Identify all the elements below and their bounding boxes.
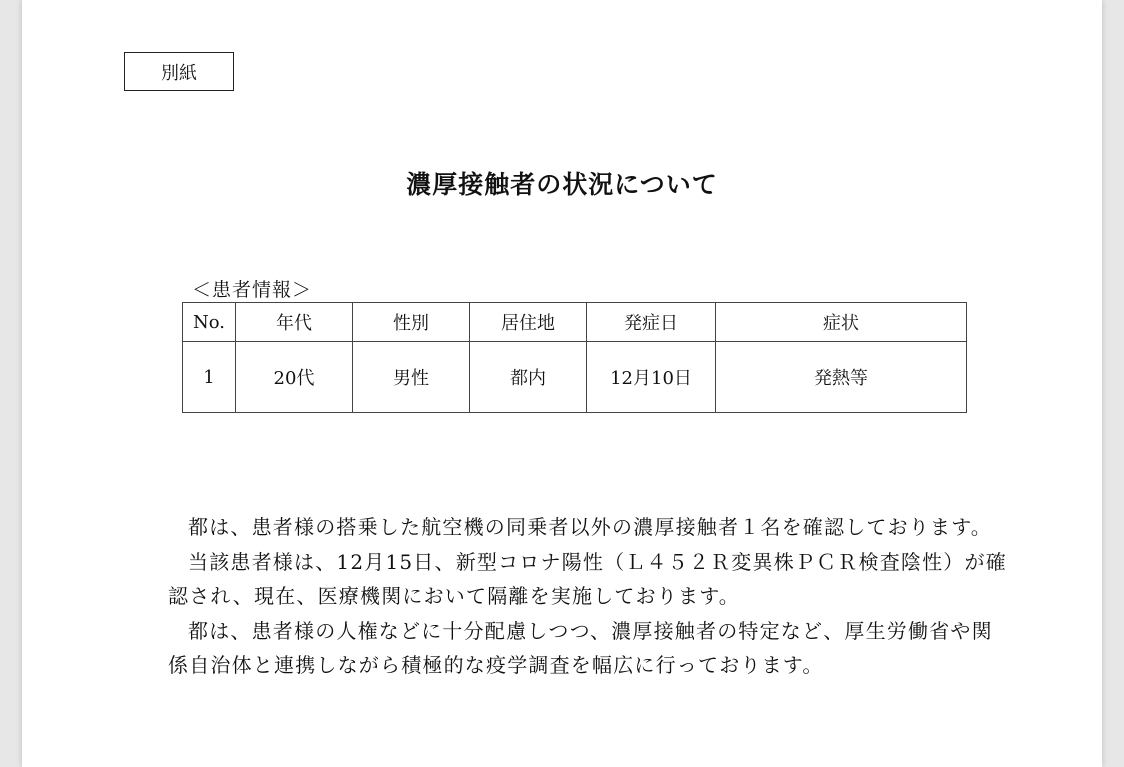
document-title: 濃厚接触者の状況について — [406, 170, 718, 199]
paragraph-investigation: 都は、患者様の人権などに十分配慮しつつ、濃厚接触者の特定など、厚生労働省や関係自治体と連携しながら積極的な疫学調査を幅広に行っております。 — [168, 618, 993, 677]
cell-sex: 男性 — [353, 342, 470, 413]
header-symptoms: 症状 — [716, 303, 967, 342]
header-sex: 性別 — [353, 303, 470, 342]
attachment-label-box — [124, 52, 234, 91]
header-onset-date: 発症日 — [587, 303, 716, 342]
table-row — [183, 342, 967, 413]
header-no: No. — [183, 303, 236, 342]
paragraph-contacts: 都は、患者様の搭乗した航空機の同乗者以外の濃厚接触者１名を確認しております。 — [188, 515, 992, 539]
document-page — [22, 0, 1102, 767]
header-age: 年代 — [236, 303, 353, 342]
patient-info-heading: ＜患者情報＞ — [192, 279, 313, 301]
cell-onset-date: 12月10日 — [587, 342, 716, 413]
cell-residence: 都内 — [470, 342, 587, 413]
paragraph-test-result: 当該患者様は、12月15日、新型コロナ陽性（Ｌ４５２Ｒ変異株ＰＣＲ検査陰性）が確認され、現在、医療機関において隔離を実施しております。 — [168, 549, 1007, 608]
patient-info-table — [182, 302, 967, 413]
table-header-row — [183, 303, 967, 342]
cell-symptoms: 発熱等 — [716, 342, 967, 413]
cell-no: 1 — [183, 342, 236, 413]
body-text — [168, 510, 1008, 683]
attachment-label: 別紙 — [161, 62, 197, 84]
cell-age: 20代 — [236, 342, 353, 413]
header-residence: 居住地 — [470, 303, 587, 342]
